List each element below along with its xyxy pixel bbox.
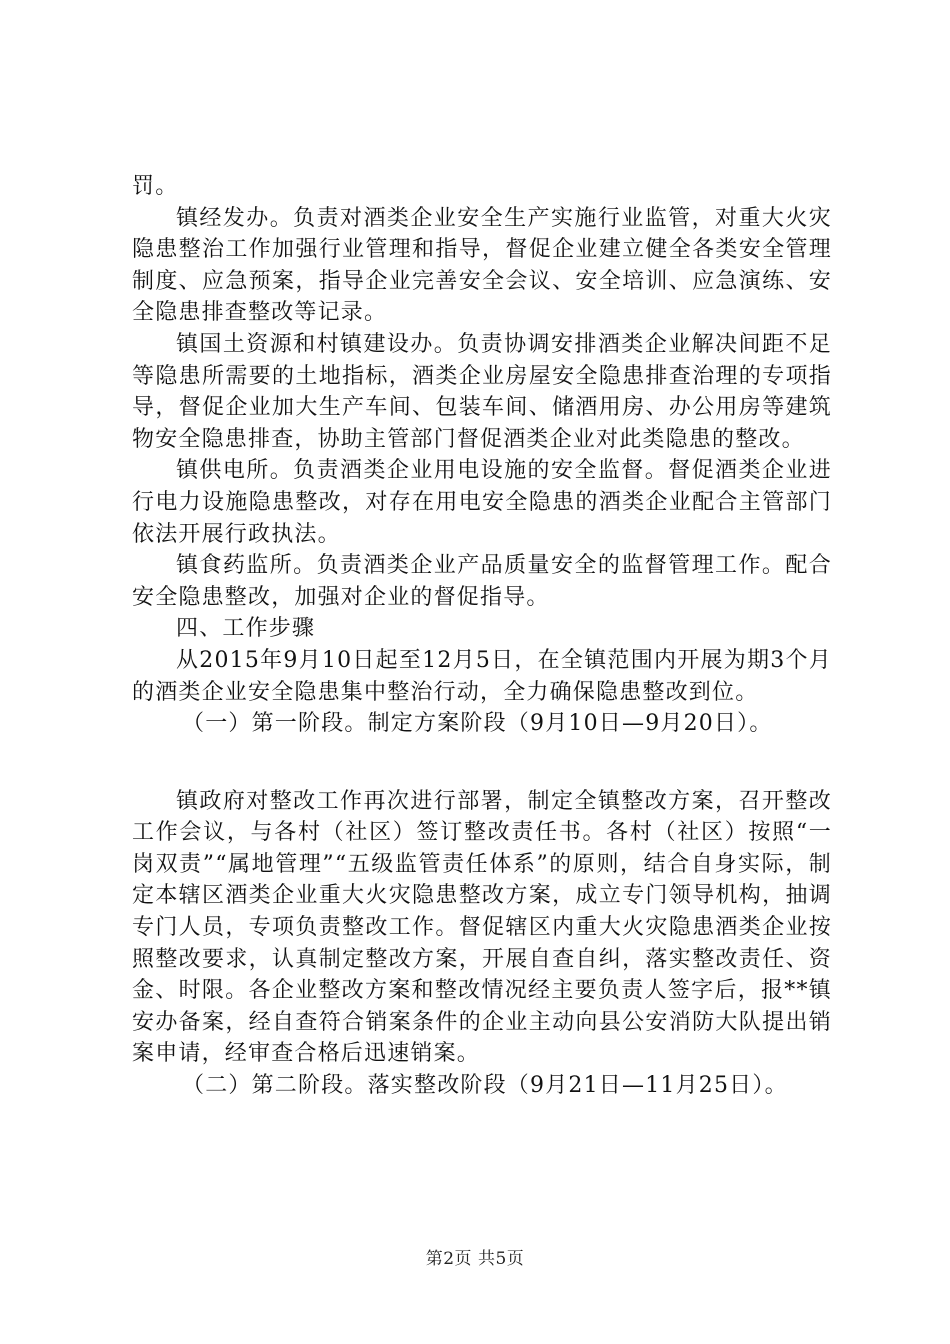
paragraph-schedule-overview: 从2015年9月10日起至12月5日，在全镇范围内开展为期3个月的酒类企业安全隐患集中整治行动，全力确保隐患整改到位。 xyxy=(132,647,832,705)
paragraph-economic-office: 镇经发办。负责对酒类企业安全生产实施行业监管，对重大火灾隐患整治工作加强行业管理和指导，督促企业建立健全各类安全管理制度、应急预案，指导企业完善安全会议、安全培训、应急演练、安全隐患排查整改等记录。 xyxy=(132,205,832,326)
stage-heading-second: （二）第二阶段。落实整改阶段（9月21日—11月25日）。 xyxy=(182,1073,788,1099)
stage-heading-first: （一）第一阶段。制定方案阶段（9月10日—9月20日）。 xyxy=(182,711,773,737)
section-heading-work-steps: 四、工作步骤 xyxy=(176,616,316,642)
document-body xyxy=(132,171,832,1102)
paragraph-land-resources-office: 镇国土资源和村镇建设办。负责协调安排酒类企业解决间距不足等隐患所需要的土地指标，酒类企业房屋安全隐患排查治理的专项指导，督促企业加大生产车间、包装车间、储酒用房、办公用房等建筑物安全隐患排查，协助主管部门督促酒类企业对此类隐患的整改。 xyxy=(132,331,832,452)
paragraph-continuation: 罚。 xyxy=(132,174,179,199)
paragraph-first-stage-details: 镇政府对整改工作再次进行部署，制定全镇整改方案，召开整改工作会议，与各村（社区）签订整改责任书。各村（社区）按照“一岗双责”“属地管理”“五级监管责任体系”的原则，结合自身实际，制定本辖区酒类企业重大火灾隐患整改方案，成立专门领导机构，抽调专门人员，专项负责整改工作。督促辖区内重大火灾隐患酒类企业按照整改要求，认真制定整改方案，开展自查自纠，落实整改责任、资金、时限。各企业整改方案和整改情况经主要负责人签字后，报**镇安办备案，经自查符合销案条件的企业主动向县公安消防大队提出销案申请，经审查合格后迅速销案。 xyxy=(132,788,832,1067)
paragraph-food-drug-station: 镇食药监所。负责酒类企业产品质量安全的监督管理工作。配合安全隐患整改，加强对企业的督促指导。 xyxy=(132,553,832,610)
page-number-footer: 第2页 共5页 xyxy=(425,1249,525,1269)
paragraph-power-supply-station: 镇供电所。负责酒类企业用电设施的安全监督。督促酒类企业进行电力设施隐患整改，对存在用电安全隐患的酒类企业配合主管部门依法开展行政执法。 xyxy=(132,458,832,547)
